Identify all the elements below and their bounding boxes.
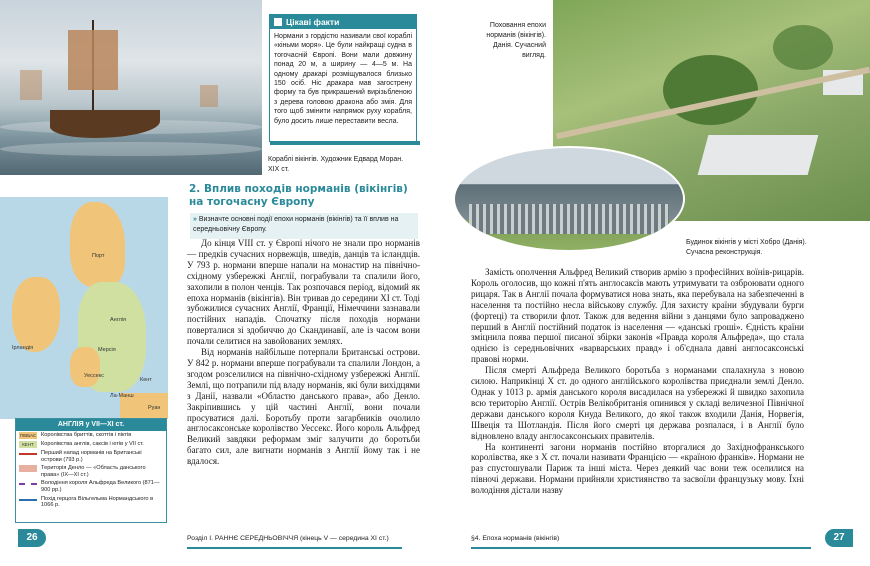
graves-caption: Поховання епохи норманів (вікінгів). Данія. Сучасний вигляд. <box>486 22 546 59</box>
viking-ships-painting <box>0 0 262 175</box>
map-label-mercia: Мерсія <box>98 347 116 353</box>
legend-swatch <box>19 499 37 503</box>
house-caption: Будинок вікінгів у місті Хобро (Данія). Сучасна реконструкція. <box>686 239 807 256</box>
section-title: 2. Вплив походів норманів (вікінгів) на тогочасну Європу <box>189 183 408 208</box>
paragraph: До кінця VIII ст. у Європі нічого не знали про норманів — предків сучасних норвежців, шведів, данців та ісландців. У 793 р. нормани вперше напали на монастир на північно-східному узбережжі Англії, пограбували та спалили його, захопили в полон ченців. Так розпочався період, відомий як епоха норманів (вікінгів). Він тривав до середини XI ст. Тоді зубожилися сучасних Англії, Франції, Німеччини зазнавали постійних нападів. Спочатку після походів нормани поверталися зі здобиччю до Скандинавії, але із часом вони почали селитися на завойованих землях. <box>187 238 420 347</box>
paragraph: На континенті загони норманів постійно вторгалися до Західнофранкського королівства, яке з X ст. почали називати Францією — «країною франків». Нормани не раз спустошували Париж та інші міста. Через деякий час вони теж оселилися на півночі держави. Нормани прийняли християнство та засвоїли французьку мову. Їхні володіння дістали назву <box>471 441 804 496</box>
page-number-left: 26 <box>18 529 46 547</box>
legend-text: Перший напад норманів на Британські острови (793 р.) <box>41 450 142 463</box>
facts-text: Нормани з гордістю називали свої кораблі «кіньми моря». Це були найкращі судна в тогочасній Європі. Вони мали довжину понад 20 м, а ширину — 4—5 м. На одному дракарі розміщувалося близько 150 осіб. Ніс дракара мав загострену форму та був прикрашений вирізьбленою з дерева головою дракона або змія. Для того щоб змінити напрямок руху корабля, було досить лише переставити весла. <box>274 33 412 125</box>
task-box <box>190 213 418 239</box>
interesting-facts-box <box>269 14 417 142</box>
map-label-port: Порт <box>92 253 105 259</box>
legend-item <box>16 479 166 494</box>
legend-title: АНГЛІЯ у VII—XI ст. <box>16 419 166 431</box>
paragraph: Після смерті Альфреда Великого боротьба з норманами спалахнула з новою силою. Наприкінці X ст. до одного англійського королівства приєднали землі Денло. Однак у 1013 р. армія данського короля висадилася на узбережжі й швидко захопила всю територію Англії. Острів Велікобританія опинився у складі величезної Північної держави данського короля Кнуда Великого, до якої також входили Данія, Норвегія, Швеція та Шотландія. Після його смерті ця держава розпалася, і в Англії було відновлено владу англосаксонських правителів. <box>471 365 804 441</box>
legend-item <box>16 464 166 479</box>
legend-swatch <box>19 465 37 472</box>
footer-line-right <box>471 547 811 549</box>
legend-swatch: КЕНТ <box>19 441 37 448</box>
facts-square-icon <box>274 18 282 26</box>
legend-text: Територія Денло — «Область данського права» (IX—XI ст.) <box>41 465 146 478</box>
footer-right: §4. Епоха норманів (вікінгів) <box>471 535 560 542</box>
footer-line-left <box>187 547 402 549</box>
map-label-ireland: Ірландія <box>12 345 34 351</box>
legend-item <box>16 431 166 440</box>
map-label-rouen: Руан <box>148 405 161 411</box>
map-label-wessex: Уессекс <box>84 373 104 379</box>
footer-left: Розділ I. РАННЄ СЕРЕДНЬОВІЧЧЯ (кінець V — середина XI ст.) <box>187 535 389 542</box>
legend-swatch <box>19 453 37 457</box>
england-map <box>0 197 168 419</box>
facts-header <box>270 15 416 29</box>
legend-text: Володіння короля Альфреда Великого (871—900 рр.) <box>41 480 160 493</box>
viking-house-photo <box>453 146 685 252</box>
right-body-text <box>471 267 804 496</box>
facts-divider <box>270 141 420 145</box>
left-body-text <box>187 238 420 467</box>
legend-swatch: ПІВБАС <box>19 433 37 438</box>
legend-item <box>16 449 166 464</box>
page-number-right: 27 <box>825 529 853 547</box>
map-label-england: Англія <box>110 317 127 323</box>
map-legend <box>15 418 167 523</box>
legend-text: Королівства англів, саксів і ютів у VII ст. <box>41 441 144 447</box>
facts-title: Цікаві факти <box>286 17 340 27</box>
paragraph: Замість ополчення Альфред Великий створив армію з професійних воїнів-рицарів. Король оголосив, що кожні п'ять англосаксів мають утримувати та озброювати одного рицаря. Так в Англії почала формуватися нова знать, яка перебувала на забезпеченні в населення та постійно несла військову службу. Для захисту країни збудували бурги (фортеці) та створили флот. Також для ведення війни з данцями було запроваджено перший в Англії постійний податок із населення — «данські гроші». Єдність країни зміцнила поява першої писаної збірки законів «Правда короля Альфреда», що стала однією із середньовічних «варварських правд» і об'єднала давні англосаксонські правові норми. <box>471 267 804 365</box>
legend-text: Похід герцога Вільгельма Нормандського в 1066 р. <box>41 495 154 509</box>
task-text: Визначте основні події епохи норманів (вікінгів) та її вплив на середньовічну Європу. <box>193 216 399 233</box>
paragraph: Від норманів найбільше потерпали Британські острови. У 842 р. нормани вперше пограбували та спалили Лондон, а згодом розселилися на північно-східному узбережжі Англії. Землі, що потрапили під владу норманів, які були вихідцями з Данії, назвали «Областю данського права», або Денло. Закріпившись у цій частині Англії, вони почали просуватися далі. Боротьбу проти загарбників очолило англосаксонське королівство Уессекс. Його король Альфред Великий завдяки реформам зміг залучити до боротьби багато сил, але вигнати норманів з Англії йому так і не вдалося. <box>187 347 420 467</box>
legend-swatch <box>19 483 37 487</box>
task-arrow-icon: » <box>193 216 197 223</box>
legend-item <box>16 440 166 449</box>
legend-item <box>16 495 166 510</box>
map-label-channel: Ла-Манш <box>110 393 134 399</box>
ship-caption: Кораблі вікінгів. Художник Едвард Моран. XIX ст. <box>268 156 404 173</box>
map-label-kent: Кент <box>140 377 152 383</box>
legend-text: Королівства бриттів, скоттів і піктів <box>41 432 132 438</box>
